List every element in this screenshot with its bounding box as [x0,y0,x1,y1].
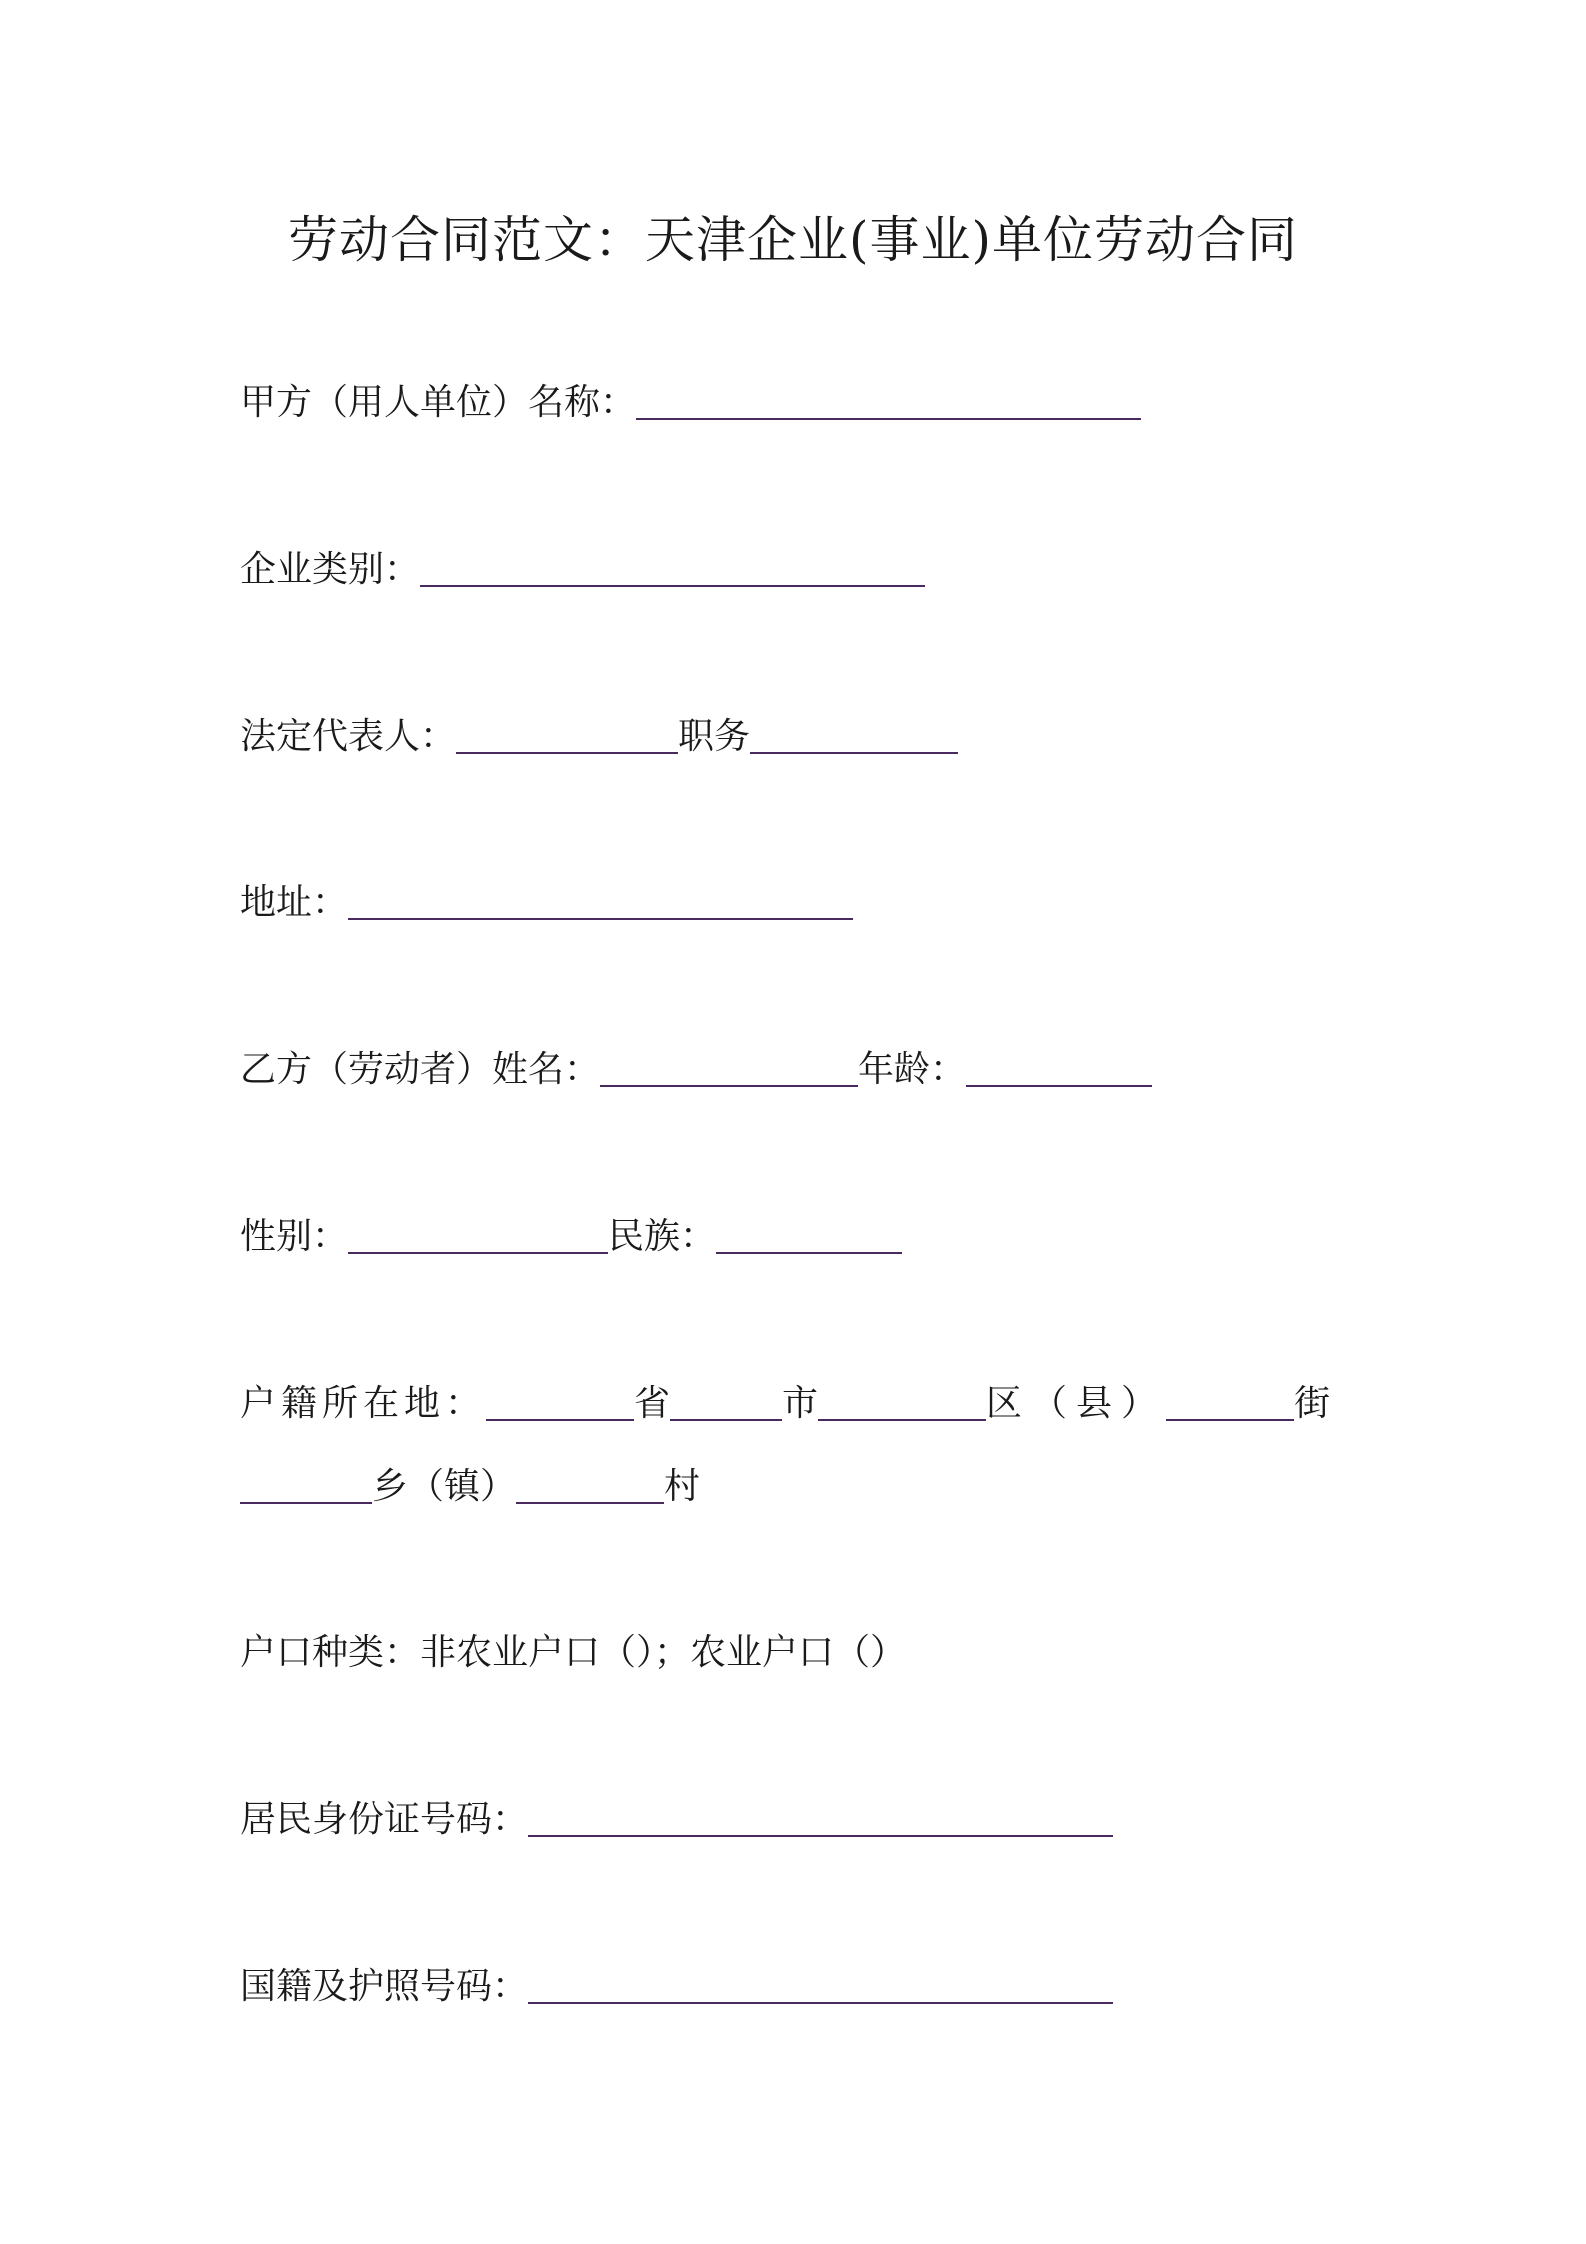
address-label: 地址： [240,882,349,923]
employee-name-row [240,1045,1152,1095]
passport-row [240,1962,1113,2012]
street-label: 街 [1294,1383,1331,1424]
passport-blank[interactable] [528,2002,1113,2004]
hukou-location-label: 户籍所在地： [240,1383,487,1424]
legal-rep-blank[interactable] [456,752,678,754]
legal-rep-label: 法定代表人： [240,716,457,757]
employer-name-blank[interactable] [636,418,1141,420]
age-label: 年龄： [858,1049,967,1090]
hukou-type-row [240,1628,906,1678]
ethnicity-label: 民族： [608,1216,717,1257]
employee-name-label: 乙方（劳动者）姓名： [240,1049,601,1090]
hukou-location-row [240,1379,1330,1429]
province-blank[interactable] [486,1419,634,1421]
gender-row [240,1212,902,1262]
village-label: 村 [664,1466,701,1507]
village-blank[interactable] [516,1502,664,1504]
gender-blank[interactable] [348,1252,608,1254]
district-blank[interactable] [818,1419,986,1421]
id-number-label: 居民身份证号码： [240,1799,529,1840]
gender-label: 性别： [240,1216,349,1257]
township-label: 乡（镇） [372,1466,517,1507]
city-blank[interactable] [670,1419,782,1421]
age-blank[interactable] [966,1085,1152,1087]
township-blank[interactable] [240,1502,372,1504]
address-row [240,878,853,928]
address-blank[interactable] [348,918,853,920]
enterprise-type-label: 企业类别： [240,549,421,590]
id-number-row [240,1795,1113,1845]
employer-name-row [240,378,1141,428]
hukou-location-row-2 [240,1462,700,1512]
position-label: 职务 [678,716,751,757]
district-label: 区（县） [986,1383,1167,1424]
employee-name-blank[interactable] [600,1085,858,1087]
document-title: 劳动合同范文：天津企业(事业)单位劳动合同 [287,211,1298,269]
province-label: 省 [634,1383,671,1424]
street-blank[interactable] [1166,1419,1294,1421]
hukou-type-text: 户口种类：非农业户口（）；农业户口（） [240,1632,907,1673]
city-label: 市 [782,1383,819,1424]
ethnicity-blank[interactable] [716,1252,902,1254]
enterprise-type-row [240,545,925,595]
passport-label: 国籍及护照号码： [240,1966,529,2007]
position-blank[interactable] [750,752,958,754]
id-number-blank[interactable] [528,1835,1113,1837]
employer-name-label: 甲方（用人单位）名称： [240,382,637,423]
enterprise-type-blank[interactable] [420,585,925,587]
legal-rep-row [240,712,958,762]
